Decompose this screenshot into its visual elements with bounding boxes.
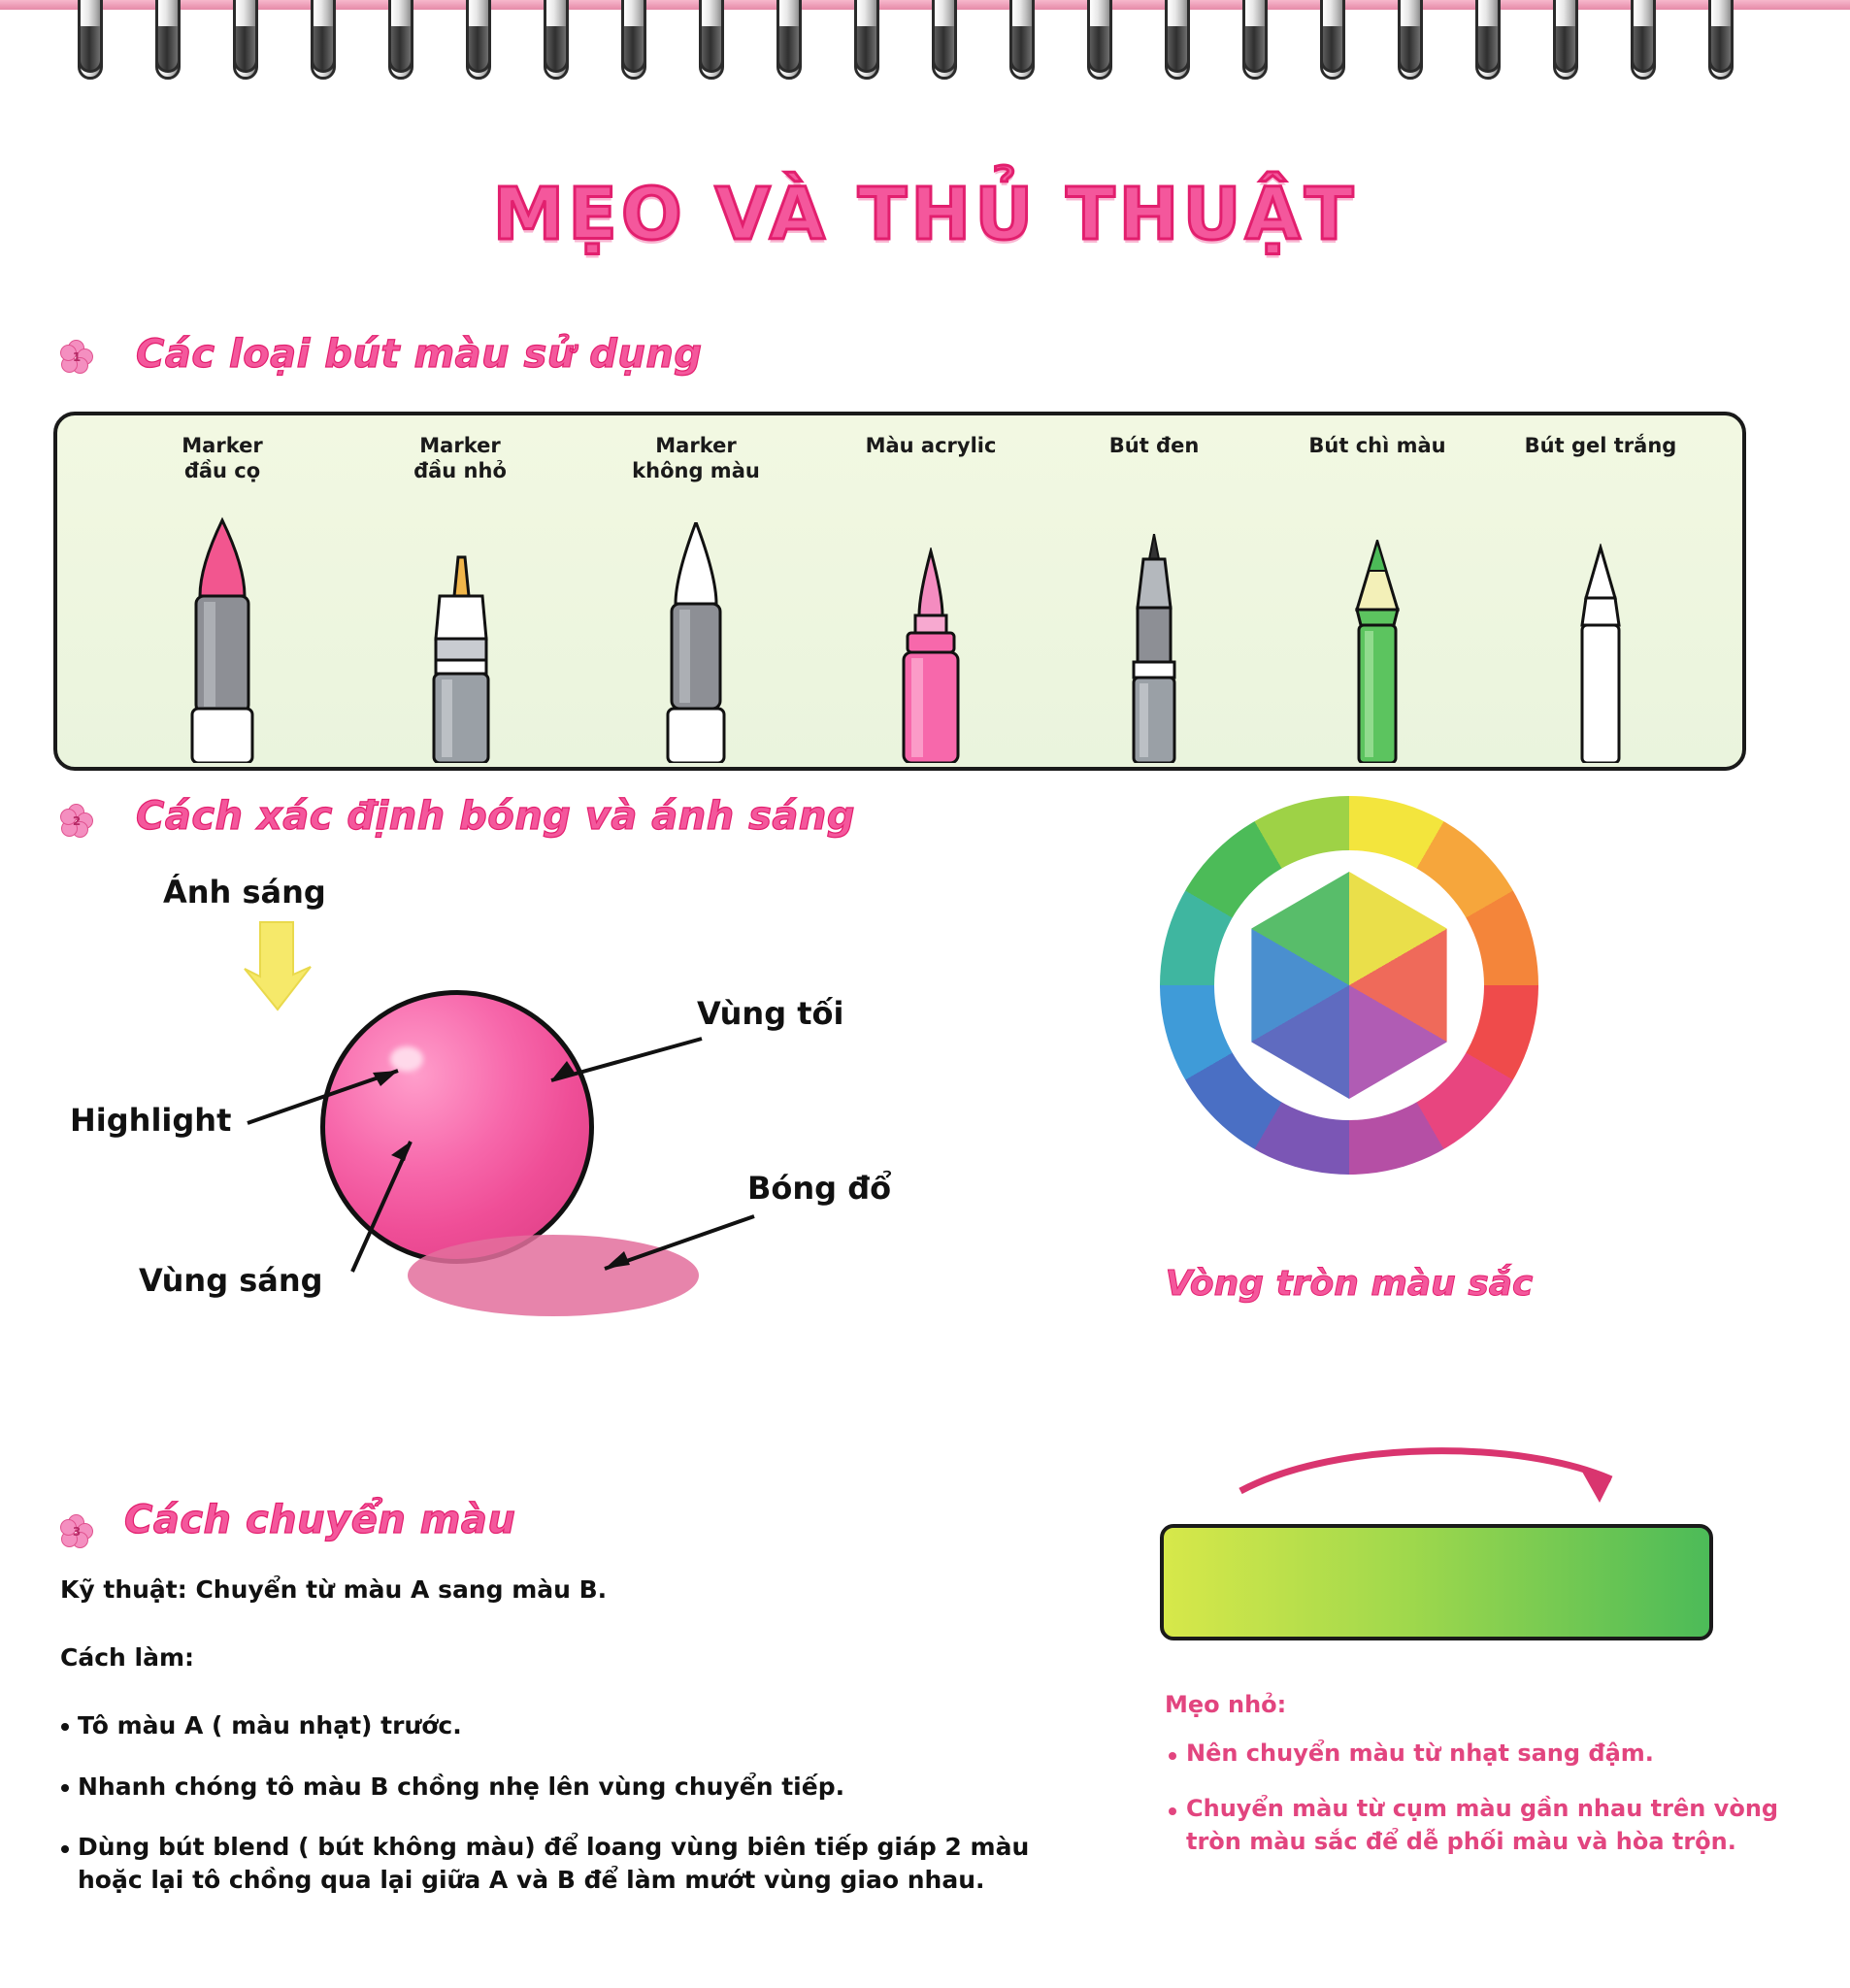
section-heading-shading: Cách xác định bóng và ánh sáng <box>136 794 856 839</box>
gradient-swatch <box>1160 1524 1713 1640</box>
section-heading-blending: Cách chuyển màu <box>124 1498 516 1542</box>
spiral-ring <box>311 0 336 80</box>
section-number: 3 <box>72 1525 82 1539</box>
gradient-direction-arrow <box>1233 1446 1640 1514</box>
label-light: Ánh sáng <box>163 874 326 911</box>
color-pencil-icon <box>1324 540 1431 767</box>
pen-label: Marker đầu nhỏ <box>413 434 507 483</box>
spiral-ring <box>1553 0 1578 80</box>
flower-bullet-1 <box>60 340 93 373</box>
pen-label: Bút gel trắng <box>1524 434 1677 457</box>
pen-item-color-pencil <box>1271 415 1484 767</box>
spiral-ring <box>1398 0 1423 80</box>
spiral-ring <box>776 0 802 80</box>
color-wheel-caption: Vòng tròn màu sắc <box>1165 1264 1534 1304</box>
list-bullet <box>61 1723 69 1731</box>
section-number: 2 <box>72 814 82 828</box>
pen-item-acrylic <box>824 415 1038 767</box>
spiral-ring <box>466 0 491 80</box>
pen-item-fine-marker <box>353 415 567 767</box>
spiral-ring <box>1087 0 1112 80</box>
highlight-leader-line <box>243 1053 417 1131</box>
howto-label: Cách làm: <box>60 1643 195 1672</box>
pen-label: Marker không màu <box>632 434 760 483</box>
acrylic-pen-icon <box>873 547 989 767</box>
label-highlight: Highlight <box>70 1102 232 1139</box>
page-title: MẸO VÀ THỦ THUẬT <box>492 173 1358 256</box>
pen-item-white-gel-pen <box>1494 415 1707 767</box>
label-light-area: Vùng sáng <box>139 1262 323 1299</box>
list-item: Nhanh chóng tô màu B chồng nhẹ lên vùng chuyển tiếp. <box>78 1773 845 1801</box>
section-heading-pens: Các loại bút màu sử dụng <box>136 332 703 377</box>
technique-line: Kỹ thuật: Chuyển từ màu A sang màu B. <box>60 1575 608 1604</box>
dark-area-leader-line <box>532 1034 707 1092</box>
pen-item-brush-marker <box>116 415 329 767</box>
pen-item-blender-marker <box>589 415 803 767</box>
cast-shadow-leader-line <box>587 1209 762 1286</box>
flower-bullet-2 <box>60 804 93 837</box>
pens-panel <box>53 412 1746 771</box>
spiral-ring <box>699 0 724 80</box>
light-area-leader-line <box>345 1126 451 1281</box>
spiral-ring <box>1475 0 1501 80</box>
pen-label: Marker đầu cọ <box>182 434 263 483</box>
spiral-ring <box>78 0 103 80</box>
fine-marker-icon <box>397 530 523 767</box>
spiral-ring <box>388 0 413 80</box>
spiral-ring <box>854 0 879 80</box>
tip-item: Chuyển màu từ cụm màu gần nhau trên vòng tròn màu sắc để dễ phối màu và hòa trộn. <box>1186 1795 1779 1855</box>
list-item: Tô màu A ( màu nhạt) trước. <box>78 1711 462 1740</box>
pen-label: Bút đen <box>1108 434 1200 457</box>
color-wheel <box>1160 796 1538 1175</box>
tip-bullet <box>1169 1752 1176 1760</box>
flower-bullet-3 <box>60 1514 93 1547</box>
spiral-ring <box>1320 0 1345 80</box>
spiral-ring <box>155 0 181 80</box>
label-dark-area: Vùng tối <box>697 995 844 1032</box>
section-number: 1 <box>72 350 82 364</box>
brush-marker-icon <box>159 501 285 767</box>
blender-marker-icon <box>633 522 759 767</box>
spiral-ring <box>1242 0 1268 80</box>
spiral-binding <box>0 0 1850 107</box>
label-cast-shadow: Bóng đổ <box>747 1170 892 1207</box>
spiral-ring <box>1708 0 1734 80</box>
spiral-ring <box>1165 0 1190 80</box>
list-bullet <box>61 1784 69 1792</box>
black-pen-icon <box>1101 534 1207 767</box>
spiral-ring <box>621 0 646 80</box>
list-bullet <box>61 1845 69 1853</box>
pen-label: Bút chì màu <box>1308 434 1446 457</box>
spiral-ring <box>233 0 258 80</box>
spiral-ring <box>932 0 957 80</box>
spiral-ring <box>1631 0 1656 80</box>
spiral-ring <box>1009 0 1035 80</box>
white-gel-pen-icon <box>1547 544 1654 767</box>
pen-item-black-pen <box>1047 415 1261 767</box>
light-arrow-icon <box>243 912 359 1029</box>
spiral-ring <box>544 0 569 80</box>
pen-label: Màu acrylic <box>865 434 997 457</box>
tip-item: Nên chuyển màu từ nhạt sang đậm. <box>1186 1740 1654 1767</box>
list-item: Dùng bút blend ( bút không màu) để loang vùng biên tiếp giáp 2 màu hoặc lại tô chồng qua lại giữa A và B để làm mướt vùng giao nhau. <box>78 1833 1030 1894</box>
tip-bullet <box>1169 1807 1176 1815</box>
tips-label: Mẹo nhỏ: <box>1165 1691 1287 1718</box>
